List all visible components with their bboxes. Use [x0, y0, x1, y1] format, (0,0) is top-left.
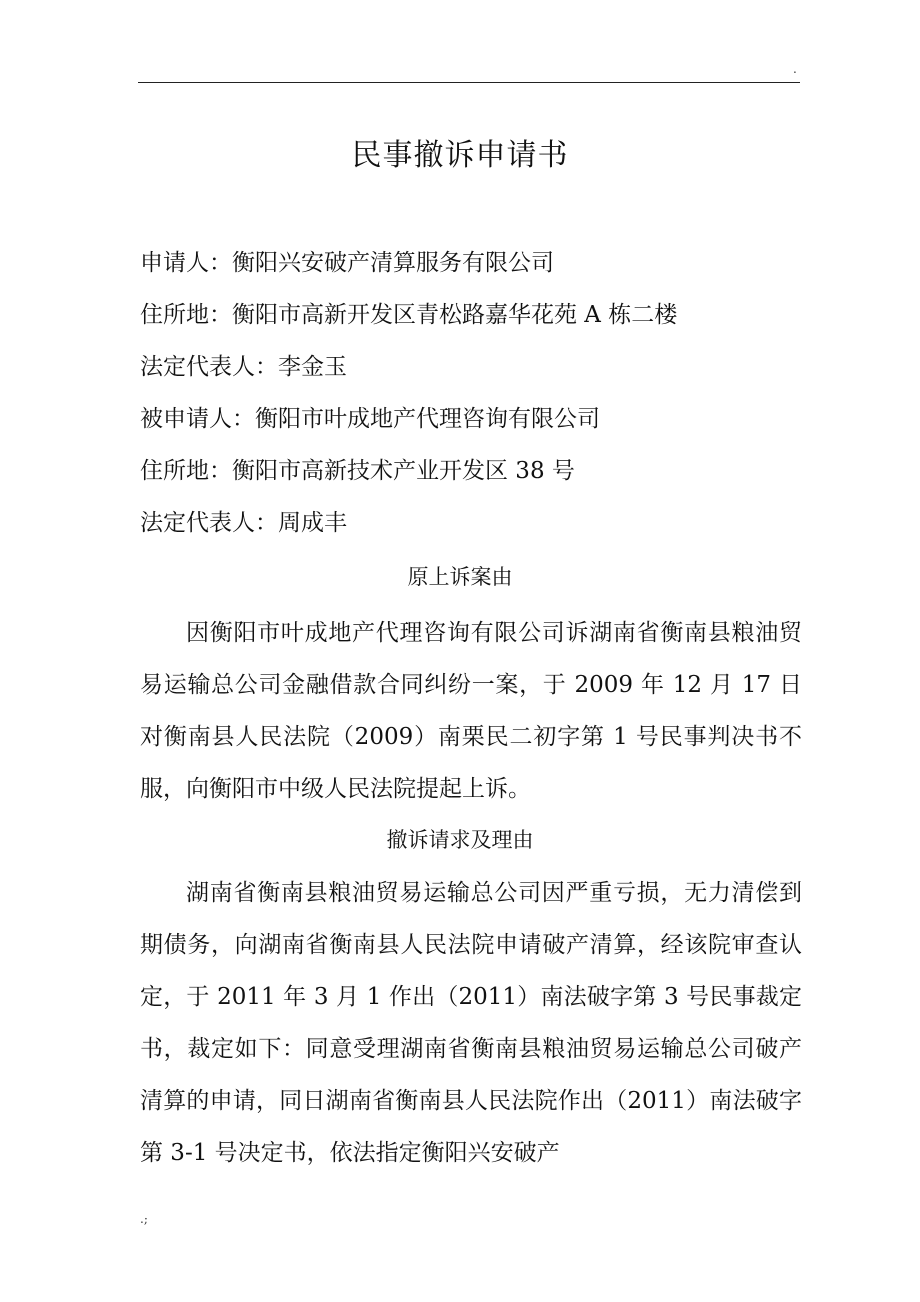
applicant-address-line: 住所地：衡阳市高新开发区青松路嘉华花苑 A 栋二楼 — [140, 302, 678, 328]
section-heading-withdrawal-reasons: 撤诉请求及理由 — [386, 828, 534, 852]
section-heading-original-appeal: 原上诉案由 — [407, 565, 513, 589]
applicant-line: 申请人：衡阳兴安破产清算服务有限公司 — [140, 250, 554, 276]
footer-mark: .; — [140, 1212, 148, 1226]
withdrawal-reasons-paragraph: 湖南省衡南县粮油贸易运输总公司因严重亏损，无力清偿到期债务，向湖南省衡南县人民法院申请破产清算，经该院审查认定，于 2011 年 3 月 1 作出（2011）南法破字第 3 号民事裁定书，裁定如下：同意受理湖南省衡南县粮油贸易运输总公司破产清算的申请，同日湖南省衡南县人民法院作出（2011）南法破字第 3-1 号决定书，依法指定衡阳兴安破产 — [140, 880, 802, 1166]
header-rule — [138, 82, 800, 83]
respondent-representative-line: 法定代表人：周成丰 — [140, 510, 347, 536]
respondent-address-line: 住所地：衡阳市高新技术产业开发区 38 号 — [140, 458, 575, 484]
respondent-line: 被申请人：衡阳市叶成地产代理咨询有限公司 — [140, 406, 600, 432]
applicant-representative-line: 法定代表人：李金玉 — [140, 354, 347, 380]
header-mark: . — [793, 62, 797, 76]
document-title: 民事撤诉申请书 — [351, 138, 569, 173]
original-appeal-paragraph: 因衡阳市叶成地产代理咨询有限公司诉湖南省衡南县粮油贸易运输总公司金融借款合同纠纷一案，于 2009 年 12 月 17 日对衡南县人民法院（2009）南栗民二初字第 1 号民事判决书不服，向衡阳市中级人民法院提起上诉。 — [140, 620, 802, 802]
